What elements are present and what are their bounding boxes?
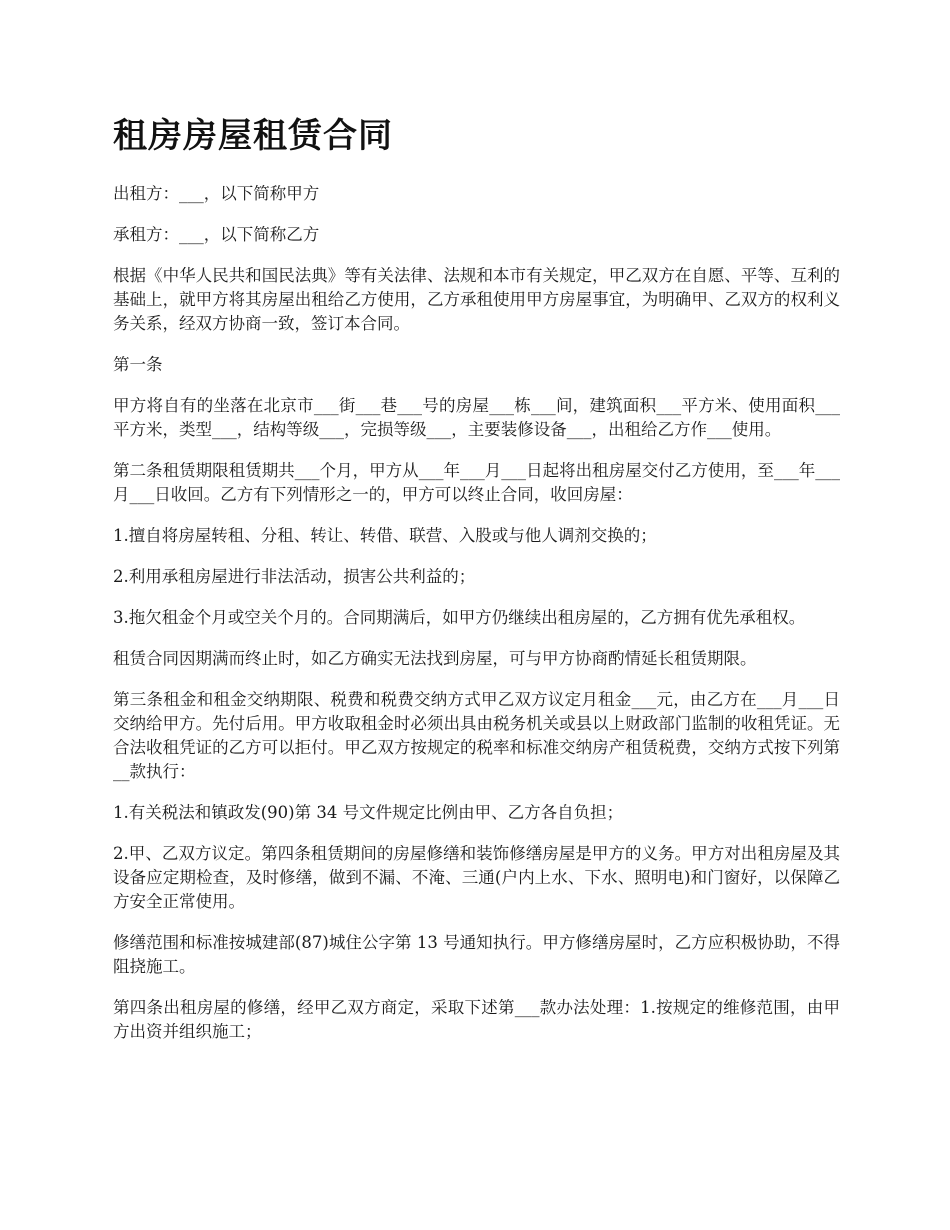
lessee-line: 承租方：___，以下简称乙方 xyxy=(113,225,320,244)
tax-item-2: 2.甲、乙双方议定。第四条租赁期间的房屋修缮和装饰修缮房屋是甲方的义务。甲方对出租房屋及其设备应定期检查，及时修缮，做到不漏、不淹、三通(户内上水、下水、照明电)和门窗好，以保障乙方安全正常使用。 xyxy=(113,844,840,911)
lessor-line: 出租方：___，以下简称甲方 xyxy=(113,184,320,203)
extension-paragraph: 租赁合同因期满而终止时，如乙方确实无法找到房屋，可与甲方协商酌情延长租赁期限。 xyxy=(113,649,757,668)
termination-item-2: 2.利用承租房屋进行非法活动，损害公共利益的； xyxy=(113,567,476,586)
article-4-paragraph: 第四条出租房屋的修缮，经甲乙双方商定，采取下述第___款办法处理：1.按规定的维修范围，由甲方出资并组织施工； xyxy=(113,998,840,1041)
document-page xyxy=(113,112,840,1061)
document-title: 租房房屋租赁合同 xyxy=(113,116,393,156)
termination-item-3: 3.拖欠租金个月或空关个月的。合同期满后，如甲方仍继续出租房屋的，乙方拥有优先承租权。 xyxy=(113,608,806,627)
repair-scope-paragraph: 修缮范围和标准按城建部(87)城住公字第 13 号通知执行。甲方修缮房屋时，乙方应积极协助，不得阻挠施工。 xyxy=(113,933,840,976)
article-1-heading: 第一条 xyxy=(113,355,163,374)
article-2-paragraph: 第二条租赁期限租赁期共___个月，甲方从___年___月___日起将出租房屋交付乙方使用，至___年___月___日收回。乙方有下列情形之一的，甲方可以终止合同，收回房屋： xyxy=(113,461,840,504)
preamble-paragraph: 根据《中华人民共和国民法典》等有关法律、法规和本市有关规定，甲乙双方在自愿、平等、互利的基础上，就甲方将其房屋出租给乙方使用，乙方承租使用甲方房屋事宜，为明确甲、乙双方的权利义务关系，经双方协商一致，签订本合同。 xyxy=(113,266,840,333)
tax-item-1: 1.有关税法和镇政发(90)第 34 号文件规定比例由甲、乙方各自负担； xyxy=(113,803,624,822)
article-1-paragraph: 甲方将自有的坐落在北京市___街___巷___号的房屋___栋___间，建筑面积___平方米、使用面积___平方米，类型___，结构等级___，完损等级___，主要装修设备___，出租给乙方作___使用。 xyxy=(113,396,840,439)
article-3-paragraph: 第三条租金和租金交纳期限、税费和税费交纳方式甲乙双方议定月租金___元，由乙方在___月___日交纳给甲方。先付后用。甲方收取租金时必须出具由税务机关或县以上财政部门监制的收租凭证。无合法收租凭证的乙方可以拒付。甲乙双方按规定的税率和标准交纳房产租赁税费，交纳方式按下列第__款执行： xyxy=(113,690,840,781)
termination-item-1: 1.擅自将房屋转租、分租、转让、转借、联营、入股或与他人调剂交换的； xyxy=(113,526,657,545)
